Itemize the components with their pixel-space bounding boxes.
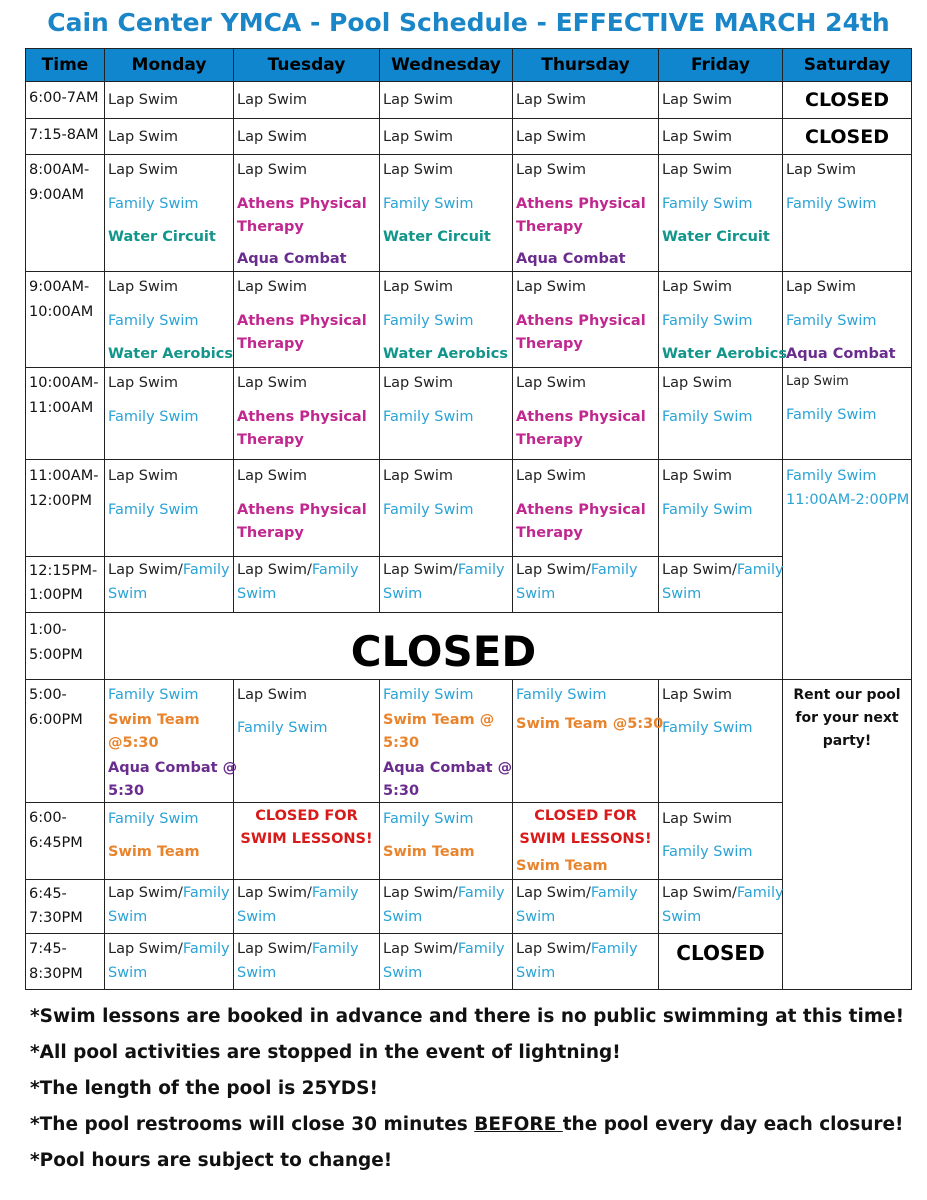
- family-swim: Family Swim: [786, 313, 877, 329]
- lap-swim: Lap Swim: [108, 468, 178, 484]
- family-swim: Family Swim: [662, 720, 753, 736]
- lap-swim: Lap Swim: [237, 468, 307, 484]
- family-swim: Family Swim: [786, 407, 877, 423]
- lap-swim: Lap Swim: [108, 279, 178, 295]
- header-thursday: Thursday: [513, 49, 659, 82]
- closed-for-lessons: CLOSED FOR: [534, 808, 637, 824]
- lap-swim: Lap Swim: [786, 279, 856, 295]
- water-circuit: Water Circuit: [383, 229, 491, 245]
- closed-banner: CLOSED: [350, 626, 537, 676]
- swim-team: Swim Team @: [383, 712, 495, 728]
- page-title: Cain Center YMCA - Pool Schedule - EFFECTIVE MARCH 24th: [47, 8, 890, 37]
- family-swim: Family Swim: [383, 811, 474, 827]
- lap-swim: Lap Swim: [662, 687, 732, 703]
- lap-swim: Lap Swim: [516, 162, 586, 178]
- lap-swim: Lap Swim: [662, 811, 732, 827]
- table-row: [26, 119, 912, 155]
- lap-swim: Lap Swim: [662, 129, 732, 145]
- lap-swim: Lap Swim: [662, 92, 732, 108]
- lap-swim: Lap Swim: [662, 279, 732, 295]
- athens-physical-therapy: Athens Physical: [516, 409, 646, 425]
- header-time: Time: [26, 49, 105, 82]
- closed-label: CLOSED: [805, 126, 889, 148]
- lap-swim: Lap Swim: [108, 92, 178, 108]
- closed-label: CLOSED: [805, 89, 889, 111]
- lap-swim: Lap Swim: [237, 129, 307, 145]
- lap-swim: Lap Swim: [108, 375, 178, 391]
- aqua-combat: Aqua Combat: [516, 251, 626, 267]
- lap-swim: Lap Swim: [237, 375, 307, 391]
- swim-team: Swim Team @5:30: [516, 716, 664, 732]
- table-row: [26, 460, 912, 557]
- lap-swim: Lap Swim: [516, 129, 586, 145]
- swim-team: Swim Team: [383, 844, 475, 860]
- closed-for-lessons: CLOSED FOR: [255, 808, 358, 824]
- family-swim: Family Swim: [662, 409, 753, 425]
- family-swim: Family Swim: [383, 196, 474, 212]
- aqua-combat: Aqua Combat: [237, 251, 347, 267]
- family-swim: Family Swim: [108, 687, 199, 703]
- lap-swim: Lap Swim: [662, 468, 732, 484]
- closed-label: CLOSED: [676, 941, 765, 965]
- family-swim: Family Swim: [108, 409, 199, 425]
- family-swim: Family Swim: [662, 196, 753, 212]
- athens-physical-therapy: Athens Physical: [237, 502, 367, 518]
- family-swim: Family Swim: [662, 313, 753, 329]
- athens-physical-therapy: Therapy: [237, 432, 304, 448]
- time-cell: 7:15-8AM: [29, 127, 99, 143]
- athens-physical-therapy: Athens Physical: [237, 313, 367, 329]
- lap-swim: Lap Swim: [786, 374, 849, 389]
- lap-swim: Lap Swim: [383, 375, 453, 391]
- athens-physical-therapy: Athens Physical: [516, 196, 646, 212]
- time-cell: 5:00- 6:00PM: [29, 687, 83, 728]
- water-aerobics: Water Aerobics: [662, 346, 787, 362]
- time-cell: 8:00AM- 9:00AM: [29, 162, 90, 203]
- rent-pool-text: Rent our pool: [793, 687, 901, 703]
- table-row: [26, 82, 912, 119]
- header-saturday: Saturday: [783, 49, 912, 82]
- note-restrooms: *The pool restrooms will close 30 minutes BEFORE the pool every day each closure!: [30, 1114, 904, 1135]
- table-row: 7:45- 8:30PM Lap Swim/Family Swim Lap Swim/Family Swim Lap Swim/Family Swim Lap Swim/Family Swim CLOSED: [26, 934, 912, 990]
- family-swim: Family Swim: [383, 502, 474, 518]
- table-row: 5:00- 6:00PM Family Swim Swim Team @5:30 Aqua Combat @ 5:30 Lap Swim Family Swim Family Swim Swim Team @ 5:30 Aqua Combat @ 5:30 Family Swim Swim Team @5:30 Lap Swim Family Swim Rent our pool for your next party!: [26, 680, 912, 803]
- aqua-combat: Aqua Combat @: [383, 760, 513, 776]
- lap-swim: Lap Swim: [237, 279, 307, 295]
- swim-team: Swim Team: [108, 844, 200, 860]
- athens-physical-therapy: Athens Physical: [516, 502, 646, 518]
- athens-physical-therapy: Therapy: [237, 336, 304, 352]
- aqua-combat: Aqua Combat @: [108, 760, 238, 776]
- note-swim-lessons: *Swim lessons are booked in advance and there is no public swimming at this time!: [30, 1006, 905, 1027]
- athens-physical-therapy: Therapy: [237, 525, 304, 541]
- family-swim: Family Swim: [108, 313, 199, 329]
- lap-swim: Lap Swim: [516, 279, 586, 295]
- table-row: [26, 155, 912, 272]
- water-circuit: Water Circuit: [108, 229, 216, 245]
- table-row: 6:45- 7:30PM Lap Swim/Family Swim Lap Swim/Family Swim Lap Swim/Family Swim Lap Swim/Family Swim Lap Swim/Family Swim: [26, 880, 912, 934]
- athens-physical-therapy: Therapy: [237, 219, 304, 235]
- family-swim: Family Swim: [108, 811, 199, 827]
- family-swim: Family Swim: [108, 196, 199, 212]
- family-swim: Family Swim: [383, 687, 474, 703]
- water-aerobics: Water Aerobics: [383, 346, 508, 362]
- athens-physical-therapy: Therapy: [516, 525, 583, 541]
- athens-physical-therapy: Athens Physical: [516, 313, 646, 329]
- lap-swim: Lap Swim: [383, 92, 453, 108]
- family-swim-time: 11:00AM-2:00PM: [786, 492, 910, 508]
- lap-swim: Lap Swim: [383, 162, 453, 178]
- lap-swim: Lap Swim: [108, 162, 178, 178]
- family-swim: Family Swim: [786, 468, 877, 484]
- table-row: [26, 272, 912, 368]
- lap-swim: Lap Swim: [662, 162, 732, 178]
- water-aerobics: Water Aerobics: [108, 346, 233, 362]
- header-friday: Friday: [659, 49, 783, 82]
- lap-swim: Lap Swim: [516, 92, 586, 108]
- note-pool-length: *The length of the pool is 25YDS!: [30, 1078, 378, 1099]
- water-circuit: Water Circuit: [662, 229, 770, 245]
- swim-team: Swim Team: [516, 858, 608, 874]
- notes-section: [30, 1004, 904, 1184]
- time-cell: 10:00AM- 11:00AM: [29, 375, 99, 416]
- family-swim: Family Swim: [108, 502, 199, 518]
- table-row: 12:15PM- 1:00PM Lap Swim/Family Swim Lap Swim/Family Swim Lap Swim/Family Swim Lap Swim/Family Swim Lap Swim/Family Swim: [26, 557, 912, 612]
- time-cell: 6:00-7AM: [29, 90, 99, 106]
- lap-swim: Lap Swim: [786, 162, 856, 178]
- lap-swim: Lap Swim: [237, 92, 307, 108]
- table-row: [26, 368, 912, 460]
- athens-physical-therapy: Athens Physical: [237, 409, 367, 425]
- athens-physical-therapy: Therapy: [516, 336, 583, 352]
- lap-swim: Lap Swim: [383, 468, 453, 484]
- note-hours-change: *Pool hours are subject to change!: [30, 1150, 393, 1171]
- lap-swim: Lap Swim: [237, 687, 307, 703]
- family-swim: Family Swim: [662, 502, 753, 518]
- family-swim: Family Swim: [516, 687, 607, 703]
- swim-team: Swim Team: [108, 712, 200, 728]
- time-cell: 7:45- 8:30PM: [29, 941, 83, 982]
- table-row: 6:00- 6:45PM Family Swim Swim Team CLOSED FOR SWIM LESSONS! Family Swim Swim Team CLOSED FOR SWIM LESSONS! Swim Team Lap Swim Family Swim: [26, 803, 912, 880]
- header-wednesday: Wednesday: [380, 49, 513, 82]
- table-row: [26, 612, 912, 679]
- time-cell: 6:45- 7:30PM: [29, 886, 83, 926]
- time-cell: 12:15PM- 1:00PM: [29, 563, 98, 604]
- lap-swim: Lap Swim: [383, 279, 453, 295]
- header-tuesday: Tuesday: [234, 49, 380, 82]
- family-swim: Family Swim: [383, 313, 474, 329]
- time-cell: 6:00- 6:45PM: [29, 810, 83, 851]
- lap-swim: Lap Swim: [108, 129, 178, 145]
- family-swim: Family Swim: [237, 720, 328, 736]
- header-monday: Monday: [105, 49, 234, 82]
- lap-swim: Lap Swim: [662, 375, 732, 391]
- lap-swim: Lap Swim: [237, 162, 307, 178]
- header-row: [26, 49, 912, 82]
- family-swim: Family Swim: [383, 409, 474, 425]
- athens-physical-therapy: Therapy: [516, 219, 583, 235]
- schedule-table: [25, 48, 912, 990]
- time-cell: 1:00- 5:00PM: [29, 621, 83, 663]
- lap-swim: Lap Swim: [516, 375, 586, 391]
- family-swim: Family Swim: [662, 844, 753, 860]
- time-cell: 9:00AM- 10:00AM: [29, 279, 94, 320]
- note-lightning: *All pool activities are stopped in the event of lightning!: [30, 1042, 621, 1063]
- family-swim: Family Swim: [786, 196, 877, 212]
- athens-physical-therapy: Therapy: [516, 432, 583, 448]
- lap-swim: Lap Swim: [516, 468, 586, 484]
- time-cell: 11:00AM- 12:00PM: [29, 468, 99, 509]
- lap-swim: Lap Swim: [383, 129, 453, 145]
- aqua-combat: Aqua Combat: [786, 346, 896, 362]
- athens-physical-therapy: Athens Physical: [237, 196, 367, 212]
